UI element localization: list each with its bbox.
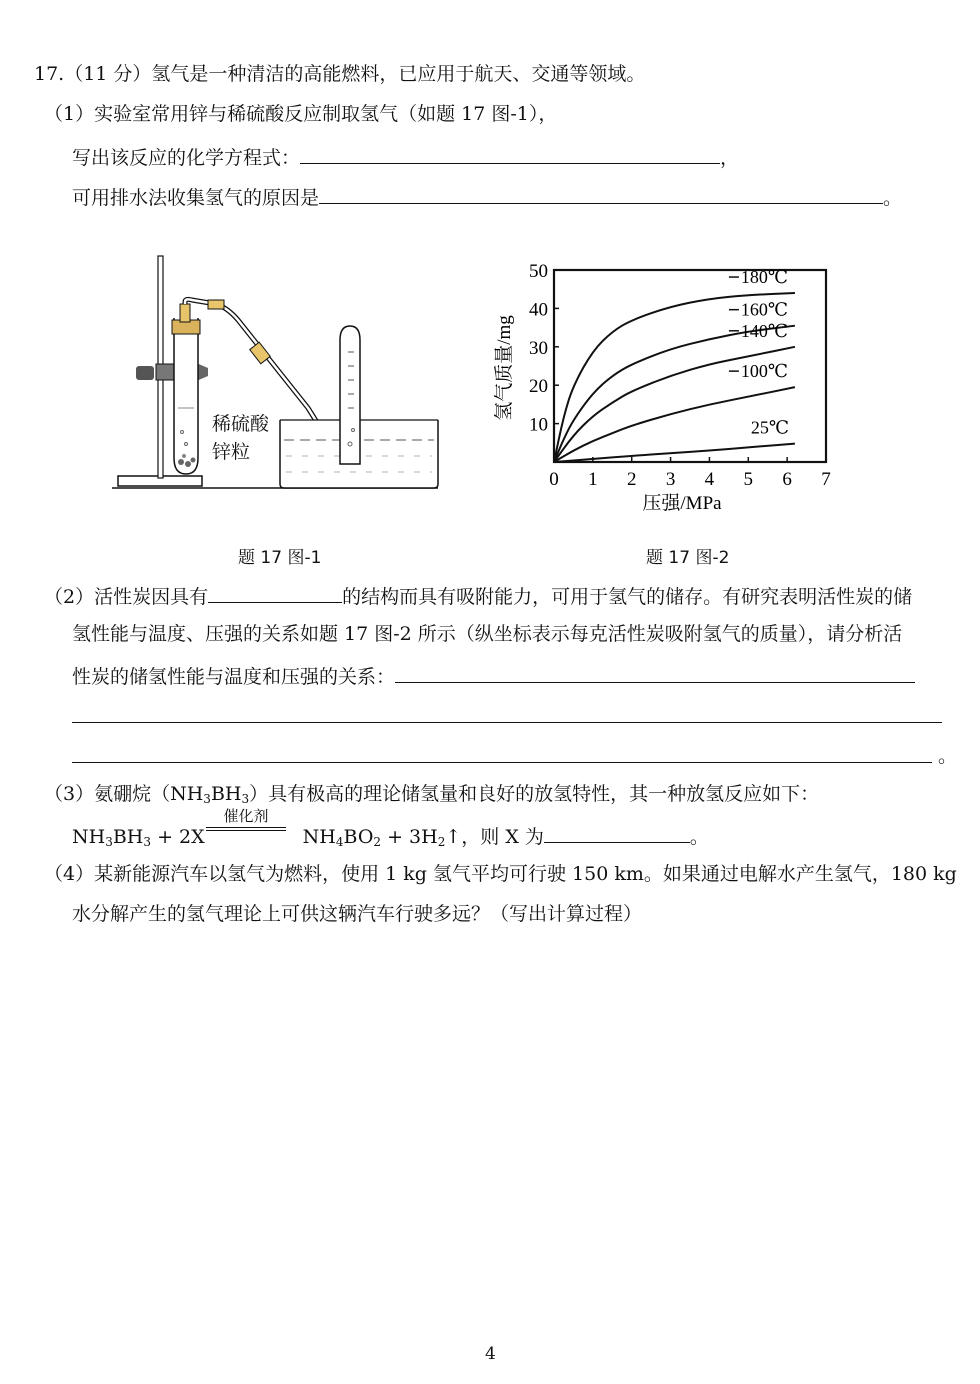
x-tick-label: 2 — [626, 469, 637, 490]
zinc-granule — [182, 454, 186, 458]
series-label: 140℃ — [740, 320, 789, 341]
part4-line2: 水分解产生的氢气理论上可供这辆汽车行驶多远？（写出计算过程） — [72, 903, 643, 925]
figure1-apparatus — [108, 248, 448, 498]
zinc-granule — [191, 458, 196, 463]
series-label: 25℃ — [750, 417, 790, 438]
x-tick-label: 0 — [549, 469, 559, 490]
y-tick-label: 50 — [529, 261, 548, 282]
question-header: 17.（11 分）氢气是一种清洁的高能燃料，已应用于航天、交通等领域。 — [34, 63, 646, 85]
part1-reason-line — [72, 183, 902, 210]
part2-line2: 氢性能与温度、压强的关系如题 17 图-2 所示（纵坐标表示每克活性炭吸附氢气的质量），请分析活 — [72, 623, 903, 645]
part3-line1: （3）氨硼烷$(NH_3BH_3)$具有极高的理论储氢量和良好的放氢特性，其一种放氢反应如下： — [44, 783, 820, 806]
test-tube — [174, 318, 198, 474]
series-label: 160℃ — [740, 299, 789, 320]
structure-answer-blank[interactable] — [208, 582, 342, 603]
equation-prompt: 写出该反应的化学方程式： — [72, 147, 301, 169]
figure2-caption: 题 17 图-2 — [646, 548, 730, 568]
collection-tube — [340, 326, 360, 464]
part3-equation: $NH_3BH_3 + 2X$ $NH_4BO_2$ + $3H_2↑$，则 X 为 。 — [72, 822, 709, 849]
part1-intro: （1）实验室常用锌与稀硫酸反应制取氢气（如题 17 图-1）， — [44, 103, 558, 125]
reason-prompt: 可用排水法收集氢气的原因是 — [72, 187, 320, 209]
part4-line1: （4）某新能源汽车以氢气为燃料，使用 1 kg 氢气平均可行驶 150 km。如果通过电解水产生氢气，180 kg — [44, 863, 957, 885]
page-number: 4 — [485, 1344, 496, 1364]
rubber-connector — [180, 304, 190, 322]
figure2-chart — [488, 256, 848, 518]
y-tick-label: 10 — [529, 414, 548, 436]
x-tick-label: 5 — [743, 469, 754, 490]
equation-answer-blank[interactable] — [300, 143, 720, 164]
part1-equation-line — [72, 143, 739, 170]
reaction-condition — [206, 808, 286, 831]
reason-answer-blank[interactable] — [319, 183, 883, 204]
series-line — [554, 444, 795, 462]
series-label: 180℃ — [740, 267, 789, 288]
part2-line3 — [72, 662, 915, 689]
part2-line1b: 的结构而具有吸附能力，可用于氢气的储存。有研究表明活性炭的储 — [342, 586, 913, 608]
answer-area[interactable] — [44, 940, 944, 1320]
y-tick-label: 40 — [529, 299, 548, 321]
y-tick-label: 30 — [529, 337, 548, 359]
relation-answer-blank-3[interactable] — [72, 762, 932, 763]
label-dilute-acid: 稀硫酸 — [212, 413, 270, 435]
reason-end: 。 — [883, 187, 903, 209]
x-tick-label: 7 — [821, 469, 831, 490]
clamp-knob-left — [136, 366, 154, 380]
figure1-caption: 题 17 图-1 — [238, 548, 322, 568]
x-axis-label: 压强/MPa — [642, 493, 722, 514]
x-answer-blank[interactable] — [544, 822, 690, 843]
x-tick-label: 1 — [588, 469, 598, 490]
series-label: 100℃ — [740, 361, 789, 382]
relation-answer-blank-1[interactable] — [395, 662, 915, 683]
x-tick-label: 6 — [782, 469, 792, 490]
equation-end: ， — [720, 147, 740, 169]
catalyst-label: 催化剂 — [223, 807, 269, 825]
reaction-equals-sign — [206, 827, 286, 831]
tube-joint — [208, 300, 224, 309]
y-tick-label: 20 — [529, 376, 548, 398]
relation-answer-blank-2[interactable] — [72, 722, 942, 723]
label-zinc: 锌粒 — [212, 441, 251, 463]
part2-line3-text: 性炭的储氢性能与温度和压强的关系： — [72, 666, 396, 688]
part2-line1a: （2）活性炭因具有 — [44, 586, 209, 608]
y-axis-label: 氢气质量/mg — [494, 315, 515, 421]
zinc-granule — [185, 461, 191, 467]
x-tick-label: 3 — [665, 469, 676, 490]
zinc-granule — [178, 459, 184, 465]
part2-line1 — [44, 582, 912, 609]
part2-end: 。 — [938, 745, 958, 767]
x-tick-label: 4 — [704, 469, 715, 490]
